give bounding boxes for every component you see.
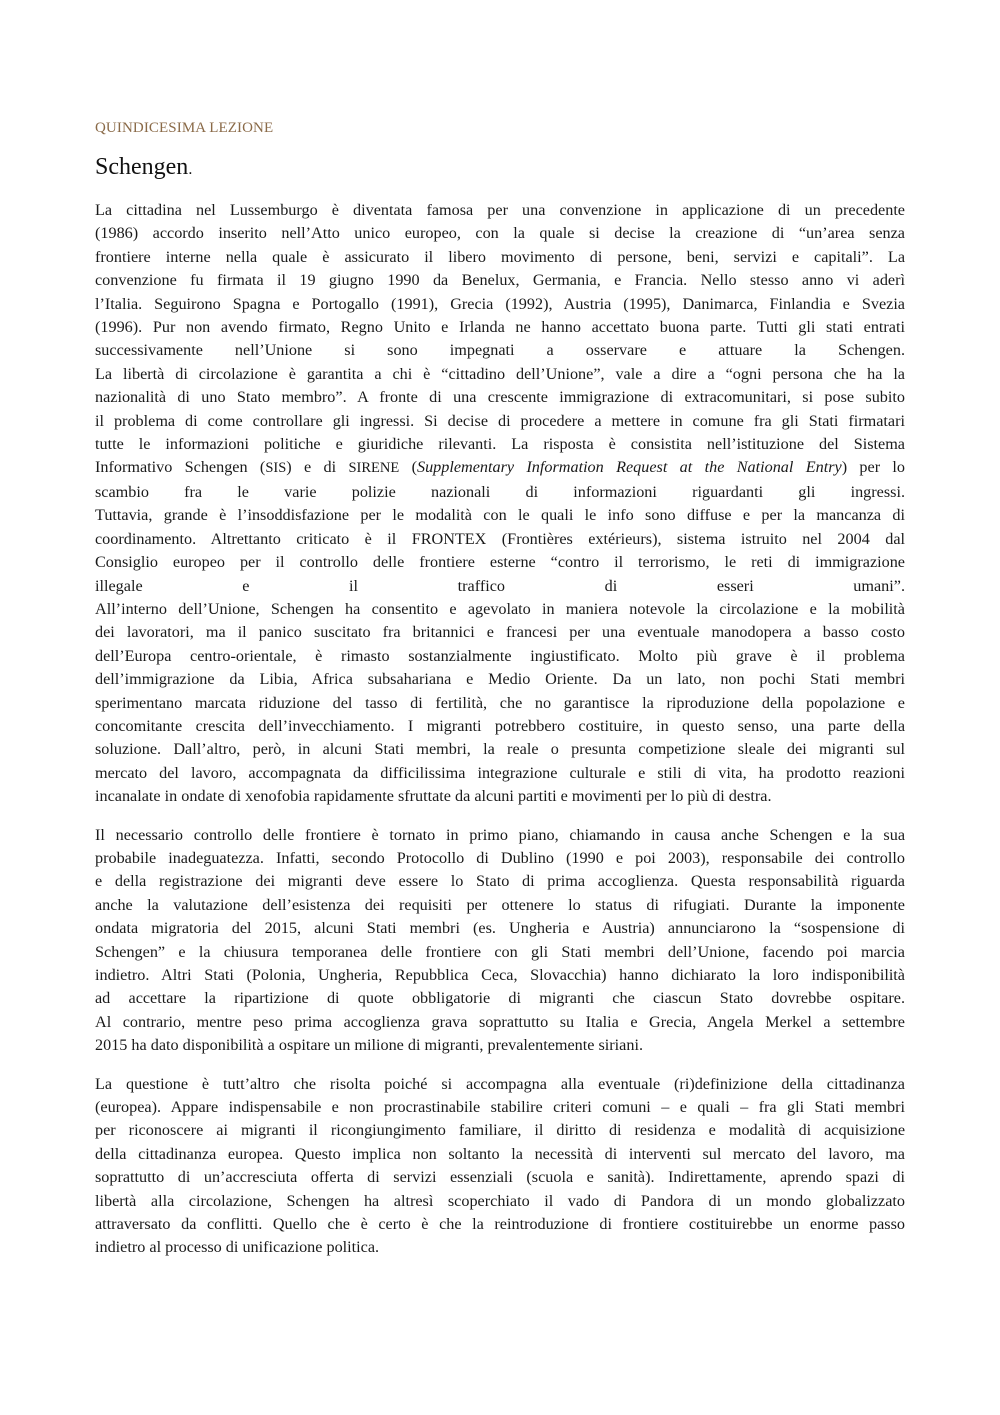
text-line: nazionalità di uno Stato membro”. A fronte di una crescente immigrazione di extracomunitari, si pose subito (95, 388, 905, 407)
text-line: anche la valutazione dell’esistenza dei requisiti per ottenere lo status di rifugiati. Durante la imponente (95, 895, 905, 914)
text-line: La libertà di circolazione è garantita a chi è “cittadino dell’Unione”, vale a dire a “ogni persona che ha la (95, 364, 905, 383)
text-line: Al contrario, mentre peso prima accoglienza grava soprattutto su Italia e Grecia, Angela Merkel a settembre (95, 1012, 905, 1031)
text-line: ondata migratoria del 2015, alcuni Stati membri (es. Ungheria e Austria) annunciarono la “sospensione di (95, 919, 905, 938)
text-line: dell’Europa centro-orientale, è rimasto sostanzialmente ingiustificato. Molto più grave è il problema (95, 646, 905, 665)
text-line: (1996). Pur non avendo firmato, Regno Unito e Irlanda ne hanno accettato buona parte. Tutti gli stati entrati (95, 318, 905, 337)
text-line: La questione è tutt’altro che risolta poiché si accompagna alla eventuale (ri)definizione della cittadinanza (95, 1074, 905, 1093)
text-line-sis (95, 456, 905, 480)
text-line: Schengen” e la chiusura temporanea delle frontiere con gli Stati membri dell’Unione, facendo poi marcia (95, 942, 905, 961)
text-line: indietro al processo di unificazione politica. (95, 1238, 380, 1257)
text-line: convenzione fu firmata il 19 giugno 1990 da Benelux, Germania, e Francia. Nello stesso anno vi aderì (95, 271, 905, 290)
text-line: sperimentano marcata riduzione del tasso di fertilità, che no garantisce la riproduzione della popolazione e (95, 693, 905, 712)
text-line: dell’immigrazione da Libia, Africa subsahariana e Medio Oriente. Da un lato, non pochi Stati membri (95, 670, 905, 689)
paragraph-2 (95, 824, 905, 1058)
text-fragment: Informativo Schengen ( (95, 458, 266, 477)
title-dot: . (188, 161, 193, 178)
lesson-kicker: QUINDICESIMA LEZIONE (95, 120, 274, 136)
text-fragment: ) per lo (841, 458, 906, 477)
text-line: mercato del lavoro, accompagnata da difficilissima integrazione culturale e stili di vita, ha prodotto reazioni (95, 763, 905, 782)
text-line: l’Italia. Seguirono Spagna e Portogallo (1991), Grecia (1992), Austria (1995), Danimarca, Finlandia e Svezia (95, 294, 905, 313)
text-line: per riconoscere ai migranti il ricongiungimento familiare, il diritto di residenza e modalità di acquisizione (95, 1121, 905, 1140)
text-line: indietro. Altri Stati (Polonia, Ungheria, Repubblica Ceca, Slovacchia) hanno dichiarato la loro indisponibilità (95, 966, 905, 984)
text-line: All’interno dell’Unione, Schengen ha consentito e agevolato in maniera notevole la circolazione e la mobilità (95, 599, 905, 618)
page-title (95, 152, 905, 185)
text-line: attraversato da conflitti. Quello che è certo è che la reintroduzione di frontiere costituirebbe un enorme passo (95, 1215, 905, 1234)
text-line: il problema di come controllare gli ingressi. Si decise di procedere a mettere in comune fra gli Stati firmatari (95, 411, 905, 430)
text-line: successivamente nell’Unione si sono impegnati a osservare e attuare la Schengen. (95, 341, 905, 360)
paragraph-1 (95, 199, 905, 809)
text-line: Consiglio europeo per il controllo delle frontiere esterne “contro il terrorismo, le reti di immigrazione (95, 553, 905, 572)
text-line: illegale e il traffico di esseri umani”. (95, 576, 905, 595)
text-line: e della registrazione dei migranti deve essere lo Stato di prima accoglienza. Questa responsabilità riguarda (95, 872, 905, 891)
acronym-sis: SIS (265, 460, 287, 477)
text-line: 2015 ha dato disponibilità a ospitare un milione di migranti, prevalentemente siriani. (95, 1036, 643, 1055)
text-line: Il necessario controllo delle frontiere è tornato in primo piano, chiamando in causa anche Schengen e la sua (95, 825, 905, 844)
acronym-sirene: SIRENE (348, 460, 400, 477)
text-line: concomitante crescita dell’invecchiamento. I migranti potrebbero costituire, in questo senso, una parte della (95, 716, 905, 735)
text-line: della cittadinanza europea. Questo implica non soltanto la necessità di interventi sul mercato del lavoro, ma (95, 1144, 905, 1163)
text-line: ad accettare la ripartizione di quote obbligatorie di migranti che ciascun Stato dovrebbe ospitare. (95, 989, 905, 1008)
document-page (95, 118, 905, 1275)
text-line: libertà alla circolazione, Schengen ha altresì scoperchiato il vado di Pandora di un mondo globalizzato (95, 1191, 905, 1210)
text-line: (europea). Appare indispensabile e non procrastinabile stabilire criteri comuni – e quali – fra gli Stati membri (95, 1098, 905, 1117)
text-line: La cittadina nel Lussemburgo è diventata famosa per una convenzione in applicazione di un precedente (95, 201, 905, 219)
text-line: probabile inadeguatezza. Infatti, secondo Protocollo di Dublino (1990 e poi 2003), responsabile dei controllo (95, 848, 905, 867)
text-line: frontiere interne nella quale è assicurato il libero movimento di persone, beni, servizi e capitali”. La (95, 247, 905, 266)
text-line: (1986) accordo inserito nell’Atto unico europeo, con la quale si decise la creazione di “un’area senza (95, 224, 905, 243)
text-fragment: ( (399, 458, 417, 477)
text-line: incanalate in ondate di xenofobia rapidamente sfruttate da alcuni partiti e movimenti per lo più di destra. (95, 787, 772, 806)
text-line: coordinamento. Altrettanto criticato è il FRONTEX (Frontières extérieurs), sistema istruito nel 2004 dal (95, 529, 905, 548)
sirene-expansion: Supplementary Information Request at the National Entry (416, 458, 842, 477)
text-line: dei lavoratori, ma il panico suscitato fra britannici e francesi per una eventuale manodopera a basso costo (95, 623, 905, 642)
paragraph-3 (95, 1073, 905, 1260)
text-line: soluzione. Dall’altro, però, in alcuni Stati membri, la reale o presunta competizione sleale dei migranti sul (95, 740, 905, 759)
text-line: soprattutto di un’accresciuta offerta di servizi essenziali (scuola e sanità). Indirettamente, aprendo spazi di (95, 1168, 905, 1187)
text-line: tutte le informazioni politiche e giuridiche rilevanti. La risposta è consistita nell’istituzione del Sistema (95, 435, 905, 454)
title-text: Schengen (95, 154, 189, 180)
text-line: scambio fra le varie polizie nazionali di informazioni riguardanti gli ingressi. (95, 482, 905, 501)
text-fragment: ) e di (286, 458, 349, 477)
text-line: Tuttavia, grande è l’insoddisfazione per le modalità con le quali le info sono diffuse e per la mancanza di (95, 506, 905, 525)
